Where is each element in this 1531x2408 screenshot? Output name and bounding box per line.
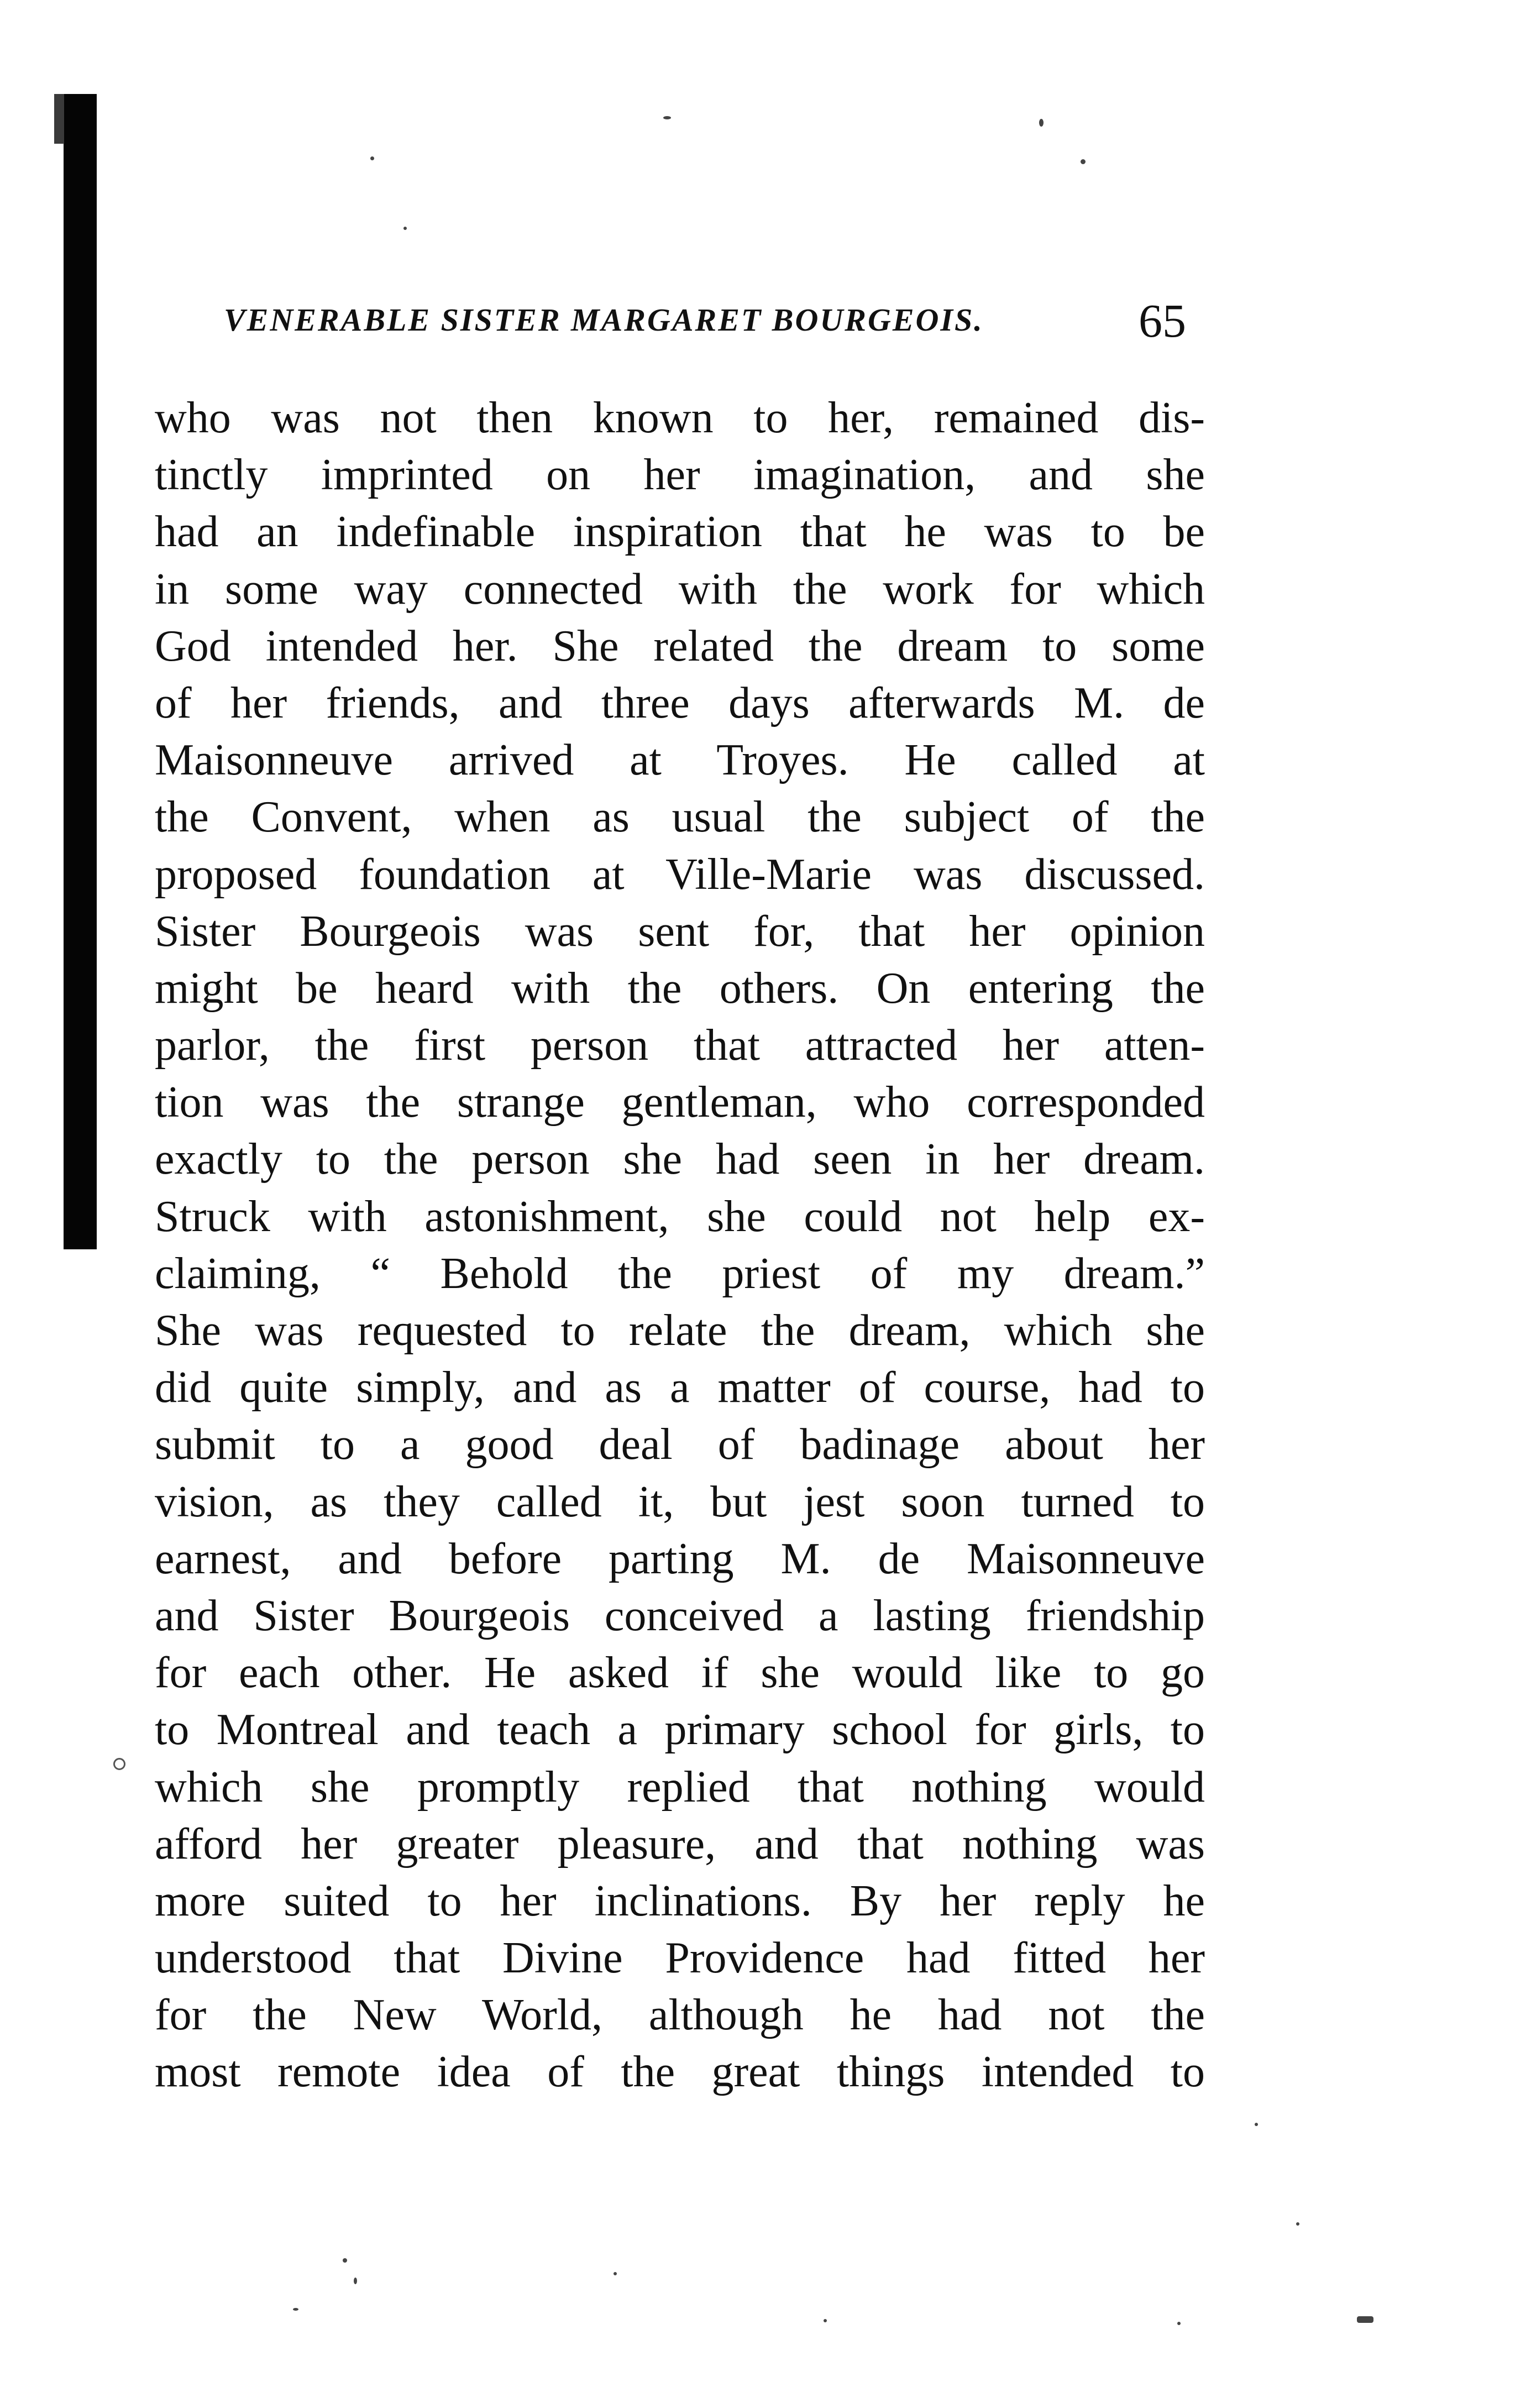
text-line: to Montreal and teach a primary school for girls, to: [155, 1705, 1205, 1755]
scan-edge-mark: [54, 94, 64, 144]
text-line: for each other. He asked if she would like to go: [155, 1648, 1205, 1698]
text-line: who was not then known to her, remained dis-: [155, 394, 1205, 442]
text-line: and Sister Bourgeois conceived a lasting friendship: [155, 1591, 1205, 1640]
scan-speck: [824, 2319, 827, 2322]
text-line: exactly to the person she had seen in her dream.: [155, 1135, 1205, 1184]
text-line: most remote idea of the great things intended to: [155, 2048, 1205, 2097]
scan-speck: [113, 1758, 125, 1770]
text-line: earnest, and before parting M. de Maisonneuve: [155, 1534, 1205, 1583]
text-line: the Convent, when as usual the subject of the: [155, 793, 1205, 842]
text-line: did quite simply, and as a matter of course, had to: [155, 1363, 1205, 1412]
text-line: might be heard with the others. On entering the: [155, 964, 1205, 1013]
text-line: of her friends, and three days afterwards M. de: [155, 678, 1205, 727]
text-line: She was requested to relate the dream, which she: [155, 1306, 1205, 1355]
scan-speck: [370, 156, 374, 160]
text-line: claiming, “ Behold the priest of my dream.”: [155, 1249, 1205, 1298]
text-line: had an indefinable inspiration that he was to be: [155, 507, 1205, 557]
scan-speck: [1177, 2322, 1181, 2325]
text-line: parlor, the first person that attracted her atten-: [155, 1021, 1205, 1070]
text-line: in some way connected with the work for which: [155, 564, 1205, 614]
scan-speck: [614, 2272, 617, 2275]
text-line: more suited to her inclinations. By her reply he: [155, 1876, 1205, 1925]
scan-edge-bar: [64, 94, 97, 1249]
text-line: tinctly imprinted on her imagination, and she: [155, 451, 1205, 500]
scan-speck: [1039, 119, 1044, 127]
text-line: afford her greater pleasure, and that nothing was: [155, 1819, 1205, 1868]
text-line: God intended her. She related the dream to some: [155, 621, 1205, 671]
text-line: understood that Divine Providence had fitted her: [155, 1934, 1205, 1983]
scan-speck: [1357, 2316, 1373, 2323]
scan-speck: [1081, 159, 1086, 164]
scan-speck: [343, 2258, 347, 2263]
scan-speck: [663, 116, 671, 119]
text-line: proposed foundation at Ville-Marie was discussed.: [155, 850, 1205, 899]
text-line: submit to a good deal of badinage about her: [155, 1420, 1205, 1469]
text-line: tion was the strange gentleman, who corresponded: [155, 1078, 1205, 1127]
text-line: Sister Bourgeois was sent for, that her opinion: [155, 907, 1205, 956]
scan-speck: [403, 227, 407, 230]
body-text: [155, 390, 1205, 2101]
text-line: Maisonneuve arrived at Troyes. He called at: [155, 736, 1205, 785]
text-line: Struck with astonishment, she could not help ex-: [155, 1192, 1205, 1241]
text-line: which she promptly replied that nothing would: [155, 1762, 1205, 1812]
running-head: VENERABLE SISTER MARGARET BOURGEOIS.: [224, 302, 984, 338]
page-number: 65: [1139, 294, 1186, 347]
scan-speck: [293, 2308, 298, 2311]
text-line: vision, as they called it, but jest soon turned to: [155, 1477, 1205, 1526]
text-line: for the New World, although he had not the: [155, 1991, 1205, 2040]
scan-speck: [1255, 2123, 1258, 2126]
scan-speck: [1296, 2222, 1299, 2226]
scan-speck: [354, 2278, 357, 2284]
